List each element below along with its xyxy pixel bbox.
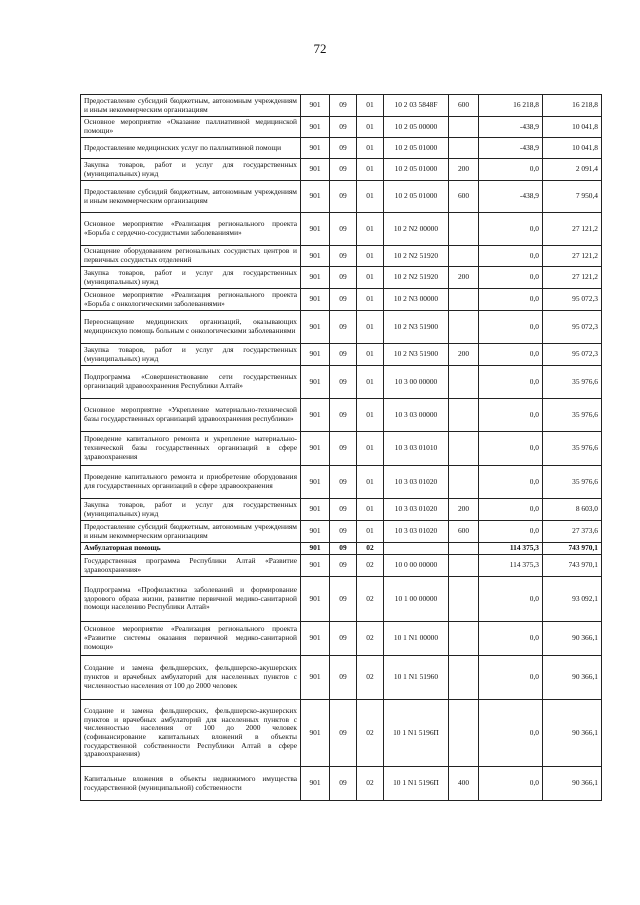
subsection-code: 01 — [357, 366, 384, 399]
table-row — [81, 95, 602, 117]
amount-total: 95 072,3 — [543, 289, 602, 311]
row-name: Основное мероприятие «Реализация регионального проекта «Борьба с сердечно-сосудистыми заболеваниями» — [81, 213, 301, 246]
expense-type-code — [449, 577, 479, 622]
table-row — [81, 577, 602, 622]
row-name: Подпрограмма «Совершенствование сети государственных организаций здравоохранения Республики Алтай» — [81, 366, 301, 399]
amount-change: 0,0 — [479, 466, 543, 499]
table-row — [81, 543, 602, 555]
admin-code: 901 — [301, 700, 330, 767]
amount-change: 0,0 — [479, 159, 543, 181]
expense-type-code — [449, 466, 479, 499]
amount-change: 114 375,3 — [479, 543, 543, 555]
table-row — [81, 399, 602, 432]
section-code: 09 — [330, 311, 357, 344]
expense-type-code: 600 — [449, 181, 479, 213]
subsection-code: 01 — [357, 138, 384, 159]
subsection-code: 01 — [357, 246, 384, 267]
expense-type-code — [449, 700, 479, 767]
expense-type-code — [449, 555, 479, 577]
section-code: 09 — [330, 466, 357, 499]
target-article-code — [384, 543, 449, 555]
amount-change: 0,0 — [479, 399, 543, 432]
row-name: Оснащение оборудованием региональных сосудистых центров и первичных сосудистых отделений — [81, 246, 301, 267]
target-article-code: 10 2 05 01000 — [384, 138, 449, 159]
amount-total: 27 121,2 — [543, 246, 602, 267]
section-code: 09 — [330, 117, 357, 138]
row-name: Предоставление субсидий бюджетным, автономным учреждениям и иным некоммерческим организациям — [81, 95, 301, 117]
table-row — [81, 622, 602, 656]
admin-code: 901 — [301, 181, 330, 213]
table-row — [81, 267, 602, 289]
target-article-code: 10 1 N1 00000 — [384, 622, 449, 656]
section-code: 09 — [330, 555, 357, 577]
row-name: Закупка товаров, работ и услуг для государственных (муниципальных) нужд — [81, 267, 301, 289]
expense-type-code — [449, 656, 479, 700]
admin-code: 901 — [301, 656, 330, 700]
admin-code: 901 — [301, 311, 330, 344]
admin-code: 901 — [301, 267, 330, 289]
amount-total: 90 366,1 — [543, 767, 602, 801]
row-name: Амбулаторная помощь — [81, 543, 301, 555]
subsection-code: 01 — [357, 432, 384, 466]
admin-code: 901 — [301, 138, 330, 159]
expense-type-code — [449, 311, 479, 344]
expense-type-code: 200 — [449, 267, 479, 289]
target-article-code: 10 2 N3 51900 — [384, 344, 449, 366]
table-row — [81, 213, 602, 246]
table-row — [81, 767, 602, 801]
amount-change: 0,0 — [479, 289, 543, 311]
amount-total: 95 072,3 — [543, 311, 602, 344]
admin-code: 901 — [301, 543, 330, 555]
amount-total: 27 121,2 — [543, 213, 602, 246]
expense-type-code — [449, 399, 479, 432]
amount-total: 10 041,8 — [543, 117, 602, 138]
amount-total: 35 976,6 — [543, 399, 602, 432]
expense-type-code: 600 — [449, 521, 479, 543]
table-row — [81, 344, 602, 366]
subsection-code: 01 — [357, 344, 384, 366]
subsection-code: 01 — [357, 117, 384, 138]
row-name: Создание и замена фельдшерских, фельдшерско-акушерских пунктов и врачебных амбулаторий для населенных пунктов с численностью населения от 100 до 2000 человек — [81, 656, 301, 700]
expense-type-code: 600 — [449, 95, 479, 117]
amount-change: 0,0 — [479, 366, 543, 399]
admin-code: 901 — [301, 289, 330, 311]
target-article-code: 10 1 N1 5196П — [384, 700, 449, 767]
subsection-code: 01 — [357, 95, 384, 117]
section-code: 09 — [330, 366, 357, 399]
row-name: Закупка товаров, работ и услуг для государственных (муниципальных) нужд — [81, 499, 301, 521]
target-article-code: 10 2 05 00000 — [384, 117, 449, 138]
section-code: 09 — [330, 95, 357, 117]
target-article-code: 10 2 05 01000 — [384, 159, 449, 181]
table-row — [81, 466, 602, 499]
subsection-code: 01 — [357, 181, 384, 213]
section-code: 09 — [330, 432, 357, 466]
target-article-code: 10 2 N2 51920 — [384, 267, 449, 289]
amount-change: 114 375,3 — [479, 555, 543, 577]
admin-code: 901 — [301, 213, 330, 246]
row-name: Капитальные вложения в объекты недвижимого имущества государственной (муниципальной) собственности — [81, 767, 301, 801]
row-name: Основное мероприятие «Реализация регионального проекта «Развитие системы оказания первичной медико-санитарной помощи» — [81, 622, 301, 656]
amount-change: -438,9 — [479, 117, 543, 138]
amount-change: 16 218,8 — [479, 95, 543, 117]
amount-change: 0,0 — [479, 622, 543, 656]
table-row — [81, 311, 602, 344]
target-article-code: 10 1 N1 51960 — [384, 656, 449, 700]
section-code: 09 — [330, 159, 357, 181]
row-name: Закупка товаров, работ и услуг для государственных (муниципальных) нужд — [81, 344, 301, 366]
table-row — [81, 555, 602, 577]
admin-code: 901 — [301, 399, 330, 432]
row-name: Проведение капитального ремонта и приобретение оборудования для государственных организаций в сфере здравоохранения — [81, 466, 301, 499]
target-article-code: 10 2 03 5848F — [384, 95, 449, 117]
target-article-code: 10 3 00 00000 — [384, 366, 449, 399]
amount-change: 0,0 — [479, 311, 543, 344]
subsection-code: 01 — [357, 399, 384, 432]
section-code: 09 — [330, 767, 357, 801]
admin-code: 901 — [301, 622, 330, 656]
subsection-code: 01 — [357, 499, 384, 521]
section-code: 09 — [330, 138, 357, 159]
budget-table — [80, 94, 602, 801]
section-code: 09 — [330, 700, 357, 767]
target-article-code: 10 0 00 00000 — [384, 555, 449, 577]
target-article-code: 10 1 N1 5196П — [384, 767, 449, 801]
amount-total: 90 366,1 — [543, 656, 602, 700]
admin-code: 901 — [301, 577, 330, 622]
subsection-code: 01 — [357, 267, 384, 289]
expense-type-code — [449, 289, 479, 311]
section-code: 09 — [330, 543, 357, 555]
amount-change: 0,0 — [479, 246, 543, 267]
amount-change: 0,0 — [479, 656, 543, 700]
amount-change: 0,0 — [479, 432, 543, 466]
row-name: Основное мероприятие «Укрепление материально-технической базы государственных организаций здравоохранения республики» — [81, 399, 301, 432]
amount-total: 90 366,1 — [543, 622, 602, 656]
section-code: 09 — [330, 213, 357, 246]
section-code: 09 — [330, 399, 357, 432]
admin-code: 901 — [301, 117, 330, 138]
subsection-code: 02 — [357, 555, 384, 577]
row-name: Предоставление медицинских услуг по паллиативной помощи — [81, 138, 301, 159]
target-article-code: 10 2 N3 00000 — [384, 289, 449, 311]
amount-change: 0,0 — [479, 499, 543, 521]
admin-code: 901 — [301, 344, 330, 366]
row-name: Предоставление субсидий бюджетным, автономным учреждениям и иным некоммерческим организациям — [81, 181, 301, 213]
section-code: 09 — [330, 499, 357, 521]
subsection-code: 02 — [357, 543, 384, 555]
target-article-code: 10 3 03 01020 — [384, 499, 449, 521]
row-name: Проведение капитального ремонта и укрепление материально-технической базы государственных организаций в сфере здравоохранения — [81, 432, 301, 466]
admin-code: 901 — [301, 521, 330, 543]
subsection-code: 02 — [357, 700, 384, 767]
table-row — [81, 181, 602, 213]
table-row — [81, 656, 602, 700]
admin-code: 901 — [301, 466, 330, 499]
table-row — [81, 138, 602, 159]
expense-type-code — [449, 366, 479, 399]
subsection-code: 01 — [357, 289, 384, 311]
admin-code: 901 — [301, 767, 330, 801]
table-row — [81, 117, 602, 138]
row-name: Основное мероприятие «Оказание паллиативной медицинской помощи» — [81, 117, 301, 138]
target-article-code: 10 3 03 01020 — [384, 521, 449, 543]
admin-code: 901 — [301, 159, 330, 181]
amount-total: 35 976,6 — [543, 466, 602, 499]
table-row — [81, 159, 602, 181]
expense-type-code — [449, 622, 479, 656]
subsection-code: 02 — [357, 577, 384, 622]
expense-type-code — [449, 543, 479, 555]
section-code: 09 — [330, 267, 357, 289]
expense-type-code — [449, 117, 479, 138]
admin-code: 901 — [301, 246, 330, 267]
amount-total: 743 970,1 — [543, 555, 602, 577]
table-row — [81, 700, 602, 767]
admin-code: 901 — [301, 95, 330, 117]
section-code: 09 — [330, 181, 357, 213]
amount-total: 27 121,2 — [543, 267, 602, 289]
section-code: 09 — [330, 622, 357, 656]
amount-change: 0,0 — [479, 344, 543, 366]
row-name: Основное мероприятие «Реализация регионального проекта «Борьба с онкологическими заболеваниями» — [81, 289, 301, 311]
amount-change: 0,0 — [479, 213, 543, 246]
target-article-code: 10 3 03 01020 — [384, 466, 449, 499]
amount-change: 0,0 — [479, 521, 543, 543]
expense-type-code — [449, 432, 479, 466]
section-code: 09 — [330, 246, 357, 267]
expense-type-code: 200 — [449, 159, 479, 181]
amount-total: 16 218,8 — [543, 95, 602, 117]
subsection-code: 01 — [357, 311, 384, 344]
amount-total: 35 976,6 — [543, 366, 602, 399]
amount-total: 2 091,4 — [543, 159, 602, 181]
table-row — [81, 246, 602, 267]
subsection-code: 01 — [357, 466, 384, 499]
admin-code: 901 — [301, 432, 330, 466]
subsection-code: 02 — [357, 767, 384, 801]
amount-total: 93 092,1 — [543, 577, 602, 622]
row-name: Предоставление субсидий бюджетным, автономным учреждениям и иным некоммерческим организациям — [81, 521, 301, 543]
admin-code: 901 — [301, 499, 330, 521]
subsection-code: 01 — [357, 159, 384, 181]
expense-type-code — [449, 138, 479, 159]
table-row — [81, 432, 602, 466]
table-row — [81, 366, 602, 399]
amount-total: 27 373,6 — [543, 521, 602, 543]
expense-type-code: 200 — [449, 344, 479, 366]
amount-change: -438,9 — [479, 138, 543, 159]
target-article-code: 10 2 N2 51920 — [384, 246, 449, 267]
row-name: Создание и замена фельдшерских, фельдшерско-акушерских пунктов и врачебных амбулаторий для населенных пунктов с численностью населения от 100 до 2000 человек (софинансирование капитальных вложений в объекты государственной собственности Республики Алтай в сфере здравоохранения) — [81, 700, 301, 767]
page-number: 72 — [313, 41, 327, 56]
expense-type-code — [449, 246, 479, 267]
target-article-code: 10 2 N3 51900 — [384, 311, 449, 344]
amount-total: 743 970,1 — [543, 543, 602, 555]
target-article-code: 10 3 03 01010 — [384, 432, 449, 466]
subsection-code: 01 — [357, 521, 384, 543]
section-code: 09 — [330, 344, 357, 366]
section-code: 09 — [330, 521, 357, 543]
table-row — [81, 499, 602, 521]
subsection-code: 02 — [357, 622, 384, 656]
section-code: 09 — [330, 289, 357, 311]
amount-total: 8 603,0 — [543, 499, 602, 521]
amount-change: 0,0 — [479, 700, 543, 767]
amount-change: -438,9 — [479, 181, 543, 213]
target-article-code: 10 3 03 00000 — [384, 399, 449, 432]
amount-total: 10 041,8 — [543, 138, 602, 159]
table-row — [81, 289, 602, 311]
expense-type-code: 200 — [449, 499, 479, 521]
budget-table-body — [81, 95, 602, 801]
admin-code: 901 — [301, 366, 330, 399]
amount-change: 0,0 — [479, 767, 543, 801]
target-article-code: 10 2 N2 00000 — [384, 213, 449, 246]
target-article-code: 10 1 00 00000 — [384, 577, 449, 622]
section-code: 09 — [330, 656, 357, 700]
row-name: Подпрограмма «Профилактика заболеваний и формирование здорового образа жизни, развитие первичной медико-санитарной помощи населению Республики Алтай» — [81, 577, 301, 622]
subsection-code: 02 — [357, 656, 384, 700]
amount-total: 35 976,6 — [543, 432, 602, 466]
target-article-code: 10 2 05 01000 — [384, 181, 449, 213]
expense-type-code — [449, 213, 479, 246]
section-code: 09 — [330, 577, 357, 622]
amount-change: 0,0 — [479, 577, 543, 622]
row-name: Переоснащение медицинских организаций, оказывающих медицинскую помощь больным с онкологическими заболеваниями — [81, 311, 301, 344]
amount-change: 0,0 — [479, 267, 543, 289]
admin-code: 901 — [301, 555, 330, 577]
row-name: Государственная программа Республики Алтай «Развитие здравоохранения» — [81, 555, 301, 577]
amount-total: 90 366,1 — [543, 700, 602, 767]
expense-type-code: 400 — [449, 767, 479, 801]
row-name: Закупка товаров, работ и услуг для государственных (муниципальных) нужд — [81, 159, 301, 181]
amount-total: 95 072,3 — [543, 344, 602, 366]
amount-total: 7 950,4 — [543, 181, 602, 213]
subsection-code: 01 — [357, 213, 384, 246]
table-row — [81, 521, 602, 543]
